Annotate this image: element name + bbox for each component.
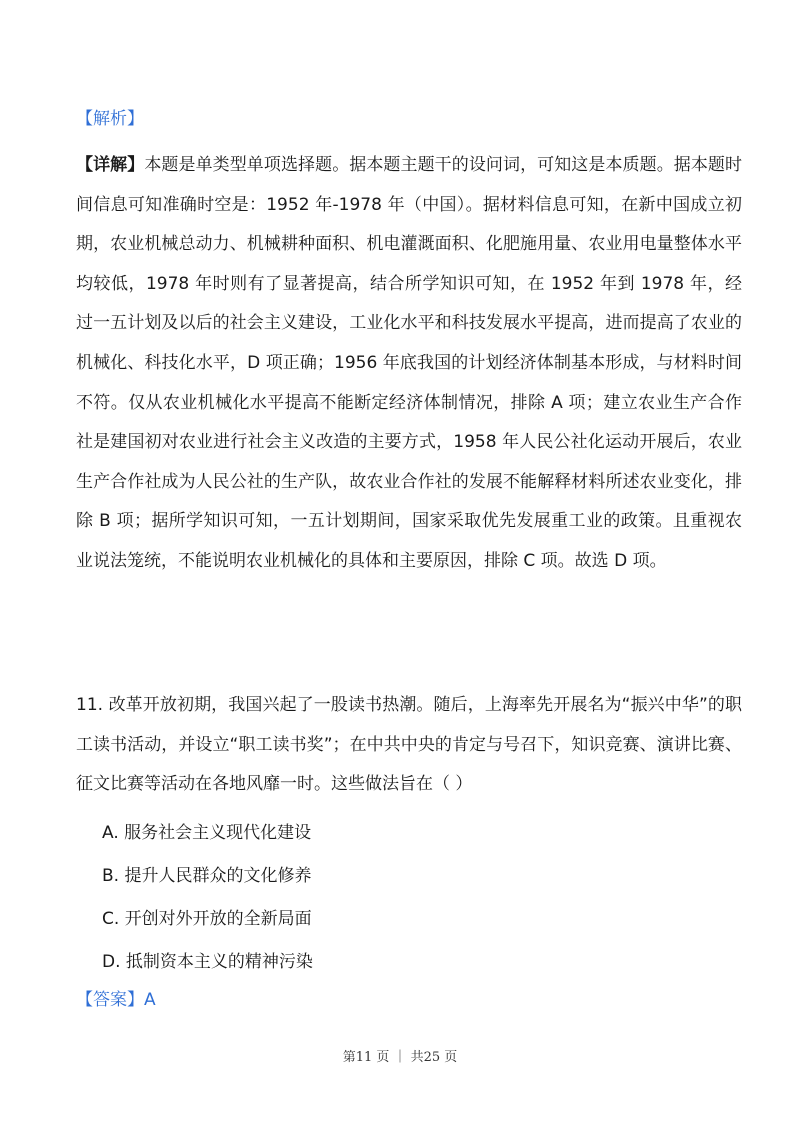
option-a	[102, 812, 313, 855]
option-text: 提升人民群众的文化修养	[124, 866, 312, 886]
option-letter: C.	[102, 909, 120, 929]
answer-value: A	[144, 990, 156, 1010]
detail-tag: 【详解】	[76, 155, 145, 175]
option-text: 抵制资本主义的精神污染	[125, 952, 313, 972]
option-text: 开创对外开放的全新局面	[124, 909, 312, 929]
question-stem	[76, 686, 742, 805]
option-b	[102, 855, 313, 898]
option-c	[102, 898, 313, 941]
answer-line	[76, 985, 156, 1015]
option-letter: A.	[102, 823, 119, 843]
analysis-heading: 【解析】	[76, 109, 144, 129]
options-list	[102, 812, 313, 984]
option-d	[102, 941, 313, 984]
answer-tag: 【答案】	[76, 990, 144, 1010]
option-letter: B.	[102, 866, 120, 886]
analysis-detail	[76, 146, 742, 582]
question-number: 11.	[76, 695, 104, 715]
option-letter: D.	[102, 952, 121, 972]
page-footer: 第11 页 ｜ 共25 页	[342, 1050, 458, 1065]
option-text: 服务社会主义现代化建设	[124, 823, 312, 843]
detail-text: 本题是单类型单项选择题。据本题主题干的设问词，可知这是本质题。据本题时间信息可知准确时空是：1952 年-1978 年（中国）。据材料信息可知，在新中国成立初期，农业机械总动力、机械耕种面积、机电灌溉面积、化肥施用量、农业用电量整体水平均较低，1978 年时则有了显著提高，结合所学知识可知，在 1952 年到 1978 年，经过一五计划及以后的社会主义建设，工业化水平和科技发展水平提高，进而提高了农业的机械化、科技化水平，D 项正确；1956 年底我国的计划经济体制基本形成，与材料时间不符。仅从农业机械化水平提高不能断定经济体制情况，排除 A 项；建立农业生产合作社是建国初对农业进行社会主义改造的主要方式，1958 年人民公社化运动开展后，农业生产合作社成为人民公社的生产队，故农业合作社的发展不能解释材料所述农业变化，排除 B 项；据所学知识可知，一五计划期间，国家采取优先发展重工业的政策。且重视农业说法笼统，不能说明农业机械化的具体和主要原因，排除 C 项。故选 D 项。	[76, 155, 743, 571]
question-text: 改革开放初期，我国兴起了一股读书热潮。随后，上海率先开展名为“振兴中华”的职工读书活动，并设立“职工读书奖”；在中共中央的肯定与号召下，知识竞赛、演讲比赛、征文比赛等活动在各地风靡一时。这些做法旨在（ ）	[76, 695, 742, 795]
